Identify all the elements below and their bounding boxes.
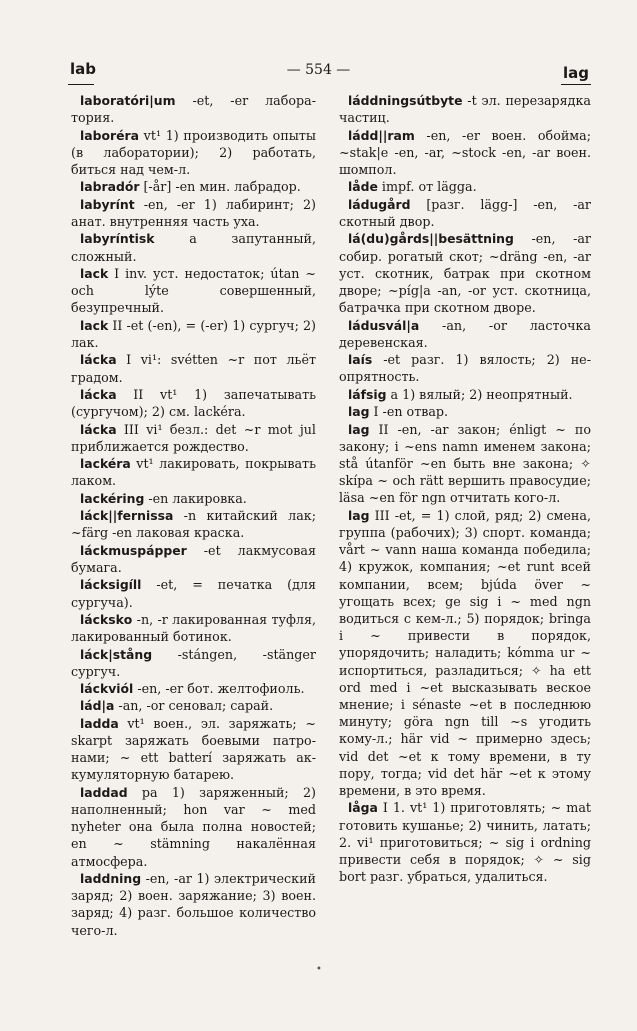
dictionary-entry xyxy=(71,230,316,264)
headword: laddning xyxy=(80,871,142,887)
dictionary-entry xyxy=(71,127,316,179)
running-head-left: lab xyxy=(70,60,97,78)
right-column xyxy=(339,92,591,886)
headword: láckviól xyxy=(80,681,134,697)
entry-definition: vt¹ лакировать, покрывать лаком. xyxy=(71,456,316,489)
entry-definition: -et, -er лаборатория. xyxy=(71,93,316,126)
dictionary-entry xyxy=(71,870,316,939)
headword: laddad xyxy=(80,784,128,800)
running-head-right: lag xyxy=(562,64,589,82)
entry-definition: -n китайский лак; ~färg -en лаковая краска. xyxy=(71,508,316,541)
entry-definition: -en, -er воен. обойма; ~stak|e -en, -ar, ~stock -en, -ar воен. шомпол. xyxy=(339,127,591,177)
dictionary-entry xyxy=(71,507,316,541)
headword: lá(du)gårds||besättning xyxy=(348,231,514,247)
headword: lácksigíll xyxy=(80,577,142,593)
dictionary-entry xyxy=(71,784,316,870)
left-column xyxy=(71,92,316,939)
dictionary-entry xyxy=(71,196,316,230)
dictionary-entry xyxy=(71,646,316,680)
dictionary-entry xyxy=(71,611,316,645)
dictionary-entry xyxy=(339,92,591,126)
entry-definition: II vt¹ 1) запечатывать (сургучом); 2) см. lackéra. xyxy=(71,386,316,420)
dictionary-entry xyxy=(71,351,316,385)
headword: laís xyxy=(348,352,373,368)
entry-definition: -an, -or ласточка деревенская. xyxy=(339,317,591,350)
dictionary-entry xyxy=(71,542,316,576)
entry-definition: impf. от lägga. xyxy=(377,179,477,195)
page-number: — 554 — xyxy=(286,62,351,78)
headword: labyrínt xyxy=(80,196,135,212)
dictionary-entry xyxy=(71,697,316,714)
entry-definition: vt¹ 1) производить опыты (в лаборатории); 2) работать, биться над чем-л. xyxy=(71,127,316,177)
dictionary-entry xyxy=(339,230,591,316)
dictionary-entry xyxy=(339,403,591,420)
entry-definition: vt¹ воен., эл. заряжать; ~ skarpt заряжать боевыми патронами; ~ ett batterí заряжать аккумуляторную батарею. xyxy=(71,715,316,783)
headword: lácka xyxy=(80,421,117,437)
dictionary-entry xyxy=(339,351,591,385)
headword: låga xyxy=(348,800,378,816)
headword: lácka xyxy=(80,386,117,402)
dictionary-entry xyxy=(339,317,591,351)
entry-definition: -an, -or сеновал; сарай. xyxy=(114,698,274,714)
dictionary-entry xyxy=(71,421,316,455)
headword: ládd||ram xyxy=(348,127,415,143)
headword: låde xyxy=(348,179,378,195)
entry-definition: -en лакировка. xyxy=(144,490,247,506)
dictionary-entry xyxy=(339,507,591,799)
entry-definition: -en, -er 1) лабиринт; 2) анат. внутренняя часть уха. xyxy=(71,196,316,229)
headword: ladda xyxy=(80,715,119,731)
entry-definition: I 1. vt¹ 1) приготовлять; ~ mat готовить кушанье; 2) чинить, латать; 2. vi¹ приготовиться; ~ sig i ordning привести себя в порядок; ✧ ~ sig bort разг. убраться, удалиться. xyxy=(339,800,591,885)
entry-definition: III vi¹ безл.: det ~r mot jul приближается рождество. xyxy=(71,421,316,454)
dictionary-entry xyxy=(71,265,316,317)
dictionary-entry xyxy=(339,178,591,195)
entry-definition: II -en, -ar закон; énligt ~ по закону; i ~ens namn именем закона; stå útanför ~en быть вне закона; ✧ skípa ~ och rätt вершить правосудие; läsa ~en för ngn отчитать кого-л. xyxy=(339,421,591,506)
dictionary-entry xyxy=(339,127,591,179)
entry-definition: -en, -er бот. желтофиоль. xyxy=(133,681,305,697)
entry-definition: [-år] -en мин. лабрадор. xyxy=(139,179,301,195)
entry-definition: pa 1) заряженный; 2) наполненный; hon var ~ med nyheter она была полна новостей; en ~ stämning накалённая атмосфера. xyxy=(71,784,316,869)
dictionary-entry xyxy=(71,576,316,610)
dictionary-entry xyxy=(339,386,591,403)
headword: labyríntisk xyxy=(80,231,155,247)
headword: láfsig xyxy=(348,386,387,402)
headword: láck|stång xyxy=(80,646,153,662)
headword: láck||fernissa xyxy=(80,508,174,524)
entry-definition: -t эл. перезарядка частиц. xyxy=(339,93,591,126)
headword: lack xyxy=(80,317,109,333)
headword: lack xyxy=(80,265,109,281)
headword: lácka xyxy=(80,352,117,368)
dictionary-entry xyxy=(71,715,316,784)
headword: lag xyxy=(348,421,370,437)
headword: lackéra xyxy=(80,456,131,472)
headword: laboréra xyxy=(80,127,139,143)
headword: ládugård xyxy=(348,196,411,212)
dictionary-entry xyxy=(71,178,316,195)
dictionary-entry xyxy=(71,455,316,489)
entry-definition: a 1) вялый; 2) неопрятный. xyxy=(386,386,573,402)
entry-definition: -et лакмусовая бумага. xyxy=(71,542,316,575)
headword: laboratóri|um xyxy=(80,93,176,108)
entry-definition: I inv. уст. недостаток; útan ~ och lýte совершенный, безупречный. xyxy=(71,265,316,316)
headword: lag xyxy=(348,507,370,523)
footer-mark: • xyxy=(316,964,322,975)
headword: láckmuspápper xyxy=(80,542,187,558)
entry-definition: I vi¹: svétten ~r пот льёт градом. xyxy=(71,352,316,385)
entry-definition: -en, -ar собир. рогатый скот; ~dräng -en, -ar уст. скотник, батрак при скотном дворе; ~píg|a -an, -or уст. скотница, батрачка при скотном дворе. xyxy=(339,231,591,316)
entry-definition: [разг. lägg-] -en, -ar скотный двор. xyxy=(339,196,591,229)
headword: láddningsútbyte xyxy=(348,93,463,108)
entry-definition: -en, -ar 1) электрический заряд; 2) воен. заряжание; 3) воен. заряд; 4) разг. большое количество чего-л. xyxy=(71,871,316,938)
entry-definition: -et, = печатка (для сургуча). xyxy=(71,577,316,610)
headword: ládusvál|a xyxy=(348,317,420,333)
entry-definition: II -et (-en), = (-er) 1) сургуч; 2) лак. xyxy=(71,317,316,350)
entry-definition: -n, -r лакированная туфля, лакированный ботинок. xyxy=(71,611,316,645)
dictionary-entry xyxy=(339,799,591,885)
dictionary-entry xyxy=(339,421,591,507)
headword: lag xyxy=(348,404,370,420)
dictionary-entry xyxy=(71,490,316,507)
entry-definition: -et разг. 1) вялость; 2) неопрятность. xyxy=(339,352,591,385)
headword: labradór xyxy=(80,179,140,195)
entry-definition: a запутанный, сложный. xyxy=(71,231,316,264)
dictionary-entry xyxy=(339,196,591,230)
dictionary-entry xyxy=(71,92,316,126)
headword: lád|a xyxy=(80,698,115,714)
dictionary-entry xyxy=(71,680,316,697)
headword: láckskо xyxy=(80,611,133,627)
header-rule-left xyxy=(68,84,94,85)
entry-definition: I -en отвар. xyxy=(369,404,449,420)
dictionary-entry xyxy=(71,317,316,351)
entry-definition: III -et, = 1) слой, ряд; 2) смена, группа (рабочих); 3) спорт. команда; vårt ~ vann наша команда победила; 4) кружок, компания; ~et runt всей компании, всем; bjúda över ~ угощать всех; ge sig i ~ med ngn водиться с кем-л.; 5) порядок; bringa i ~ привести в порядок, упорядочить; наладить; kómma ur ~ испортиться, разладиться; ✧ ha ett ord med i ~et высказывать веское мнение; i sénaste ~et в последнюю минуту; göra ngn till ~s угодить кому-л.; här vid ~ примерно здесь; vid det ~et к тому времени, в ту пору, тогда; vid det här ~et к этому времени, в это время. xyxy=(339,507,591,798)
dictionary-entry xyxy=(71,386,316,420)
headword: lackéring xyxy=(80,490,145,506)
entry-definition: -stángen, -stänger сургуч. xyxy=(71,646,316,679)
header-rule-right xyxy=(561,84,591,85)
